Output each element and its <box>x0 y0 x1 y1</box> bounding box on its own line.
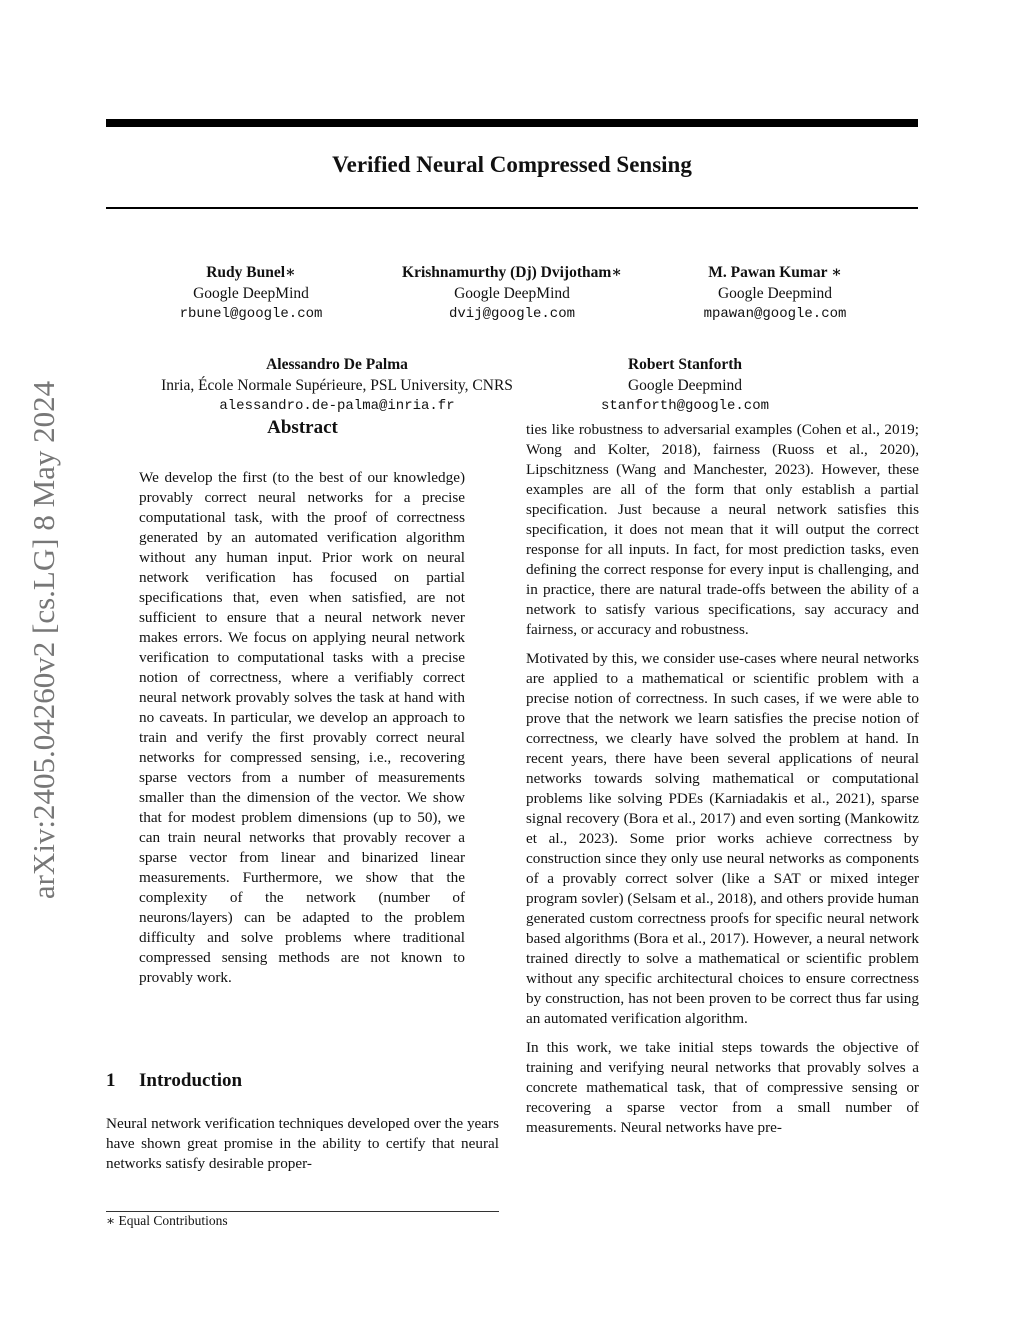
paragraph: In this work, we take initial steps towards the objective of training and verifying neural networks that provably solves a concrete mathematical task, that of compressive sensing or recovering a sparse vector from a small number of measurements. Neural networks have pre- <box>526 1039 919 1136</box>
paper-title: Verified Neural Compressed Sensing <box>332 152 692 177</box>
author-email: mpawan@google.com <box>703 306 847 322</box>
title-rule-top <box>106 119 918 127</box>
section-number: 1 <box>106 1070 116 1091</box>
arxiv-identifier: arXiv:2405.04260v2 [cs.LG] 8 May 2024 <box>26 380 61 900</box>
introduction-text: Neural network verification techniques developed over the years have shown great promise in the ability to certify that neural networks satisfy desirable proper- <box>106 1115 499 1172</box>
author-name: Alessandro De Palma <box>266 356 408 373</box>
section-heading <box>106 1070 242 1092</box>
author-affiliation: Google DeepMind <box>454 285 570 302</box>
author-block <box>362 262 662 325</box>
author-affiliation: Google DeepMind <box>193 285 309 302</box>
right-column <box>526 420 919 1147</box>
author-block <box>176 262 326 325</box>
author-affiliation: Google Deepmind <box>627 377 743 394</box>
author-email: rbunel@google.com <box>179 306 323 322</box>
author-name: Rudy Bunel∗ <box>206 264 296 281</box>
abstract-heading: Abstract <box>267 417 338 438</box>
paragraph: ties like robustness to adversarial examples (Cohen et al., 2019; Wong and Kolter, 2018), fairness (Ruoss et al., 2020), Lipschitzness (Wang and Manchester, 2023). However, these examples are all of the form that only establish a partial specification. Just because a neural network satisfies this specification, it does not mean that it will output the correct response for all inputs. In fact, for most prediction tasks, even defining the correct response for every input is challenging, and in practice, there are natural trade-offs between the ability of a network to satisfy various specifications, say accuracy and fairness, or accuracy and robustness. <box>526 421 919 638</box>
author-block <box>590 354 780 417</box>
author-affiliation: Google Deepmind <box>717 285 833 302</box>
title-rule-bottom <box>106 207 918 209</box>
footnote: ∗ Equal Contributions <box>106 1213 228 1228</box>
author-email: alessandro.de-palma@inria.fr <box>219 398 455 414</box>
author-email: stanforth@google.com <box>600 398 770 414</box>
section-title: Introduction <box>139 1070 243 1091</box>
abstract-text: We develop the first (to the best of our knowledge) provably correct neural networks for a precise computational task, with the proof of correctness generated by an automated verification algorithm without any human input. Prior work on neural network verification has focused on partial specifications that, even when satisfied, are not sufficient to ensure that a neural network never makes errors. We focus on applying neural network verification to computational tasks with a precise notion of correctness, where a verifiably correct neural network provably solves the task at hand with no caveats. In particular, we develop an approach to train and verify the first provably correct neural networks for compressed sensing, i.e., recovering sparse vectors from a number of measurements smaller than the dimension of the vector. We show that for modest problem dimensions (up to 50), we can train neural networks that provably recover a sparse vector from linear and binarized linear measurements. Furthermore, we show that the complexity of the network (number of neurons/layers) can be adapted to the problem difficulty and solve problems where traditional compressed sensing methods are not known to provably work. <box>139 469 465 986</box>
author-email: dvij@google.com <box>448 306 576 322</box>
author-block <box>685 262 865 325</box>
author-block <box>122 354 552 417</box>
author-name: Robert Stanforth <box>627 356 743 373</box>
author-name: Krishnamurthy (Dj) Dvijotham∗ <box>402 264 622 281</box>
paragraph: Motivated by this, we consider use-cases where neural networks are applied to a mathematical or scientific problem with a precise notion of correctness. In such cases, if we were able to prove that the network we learn satisfies the precise notion of correctness, we clearly have solved the problem at hand. In recent years, there have been several applications of neural networks towards solving mathematical or computational problems like solving PDEs (Karniadakis et al., 2021), sparse signal recovery (Bora et al., 2017) and even sorting (Mankowitz et al., 2023). Some prior works achieve correctness by construction since they only use neural networks as components of a provably correct solver (like a SAT or mixed integer program sovler) (Selsam et al., 2018), and others provide human generated custom correctness proofs for specific neural network based algorithms (Bora et al., 2017). However, a neural network trained directly to solve a mathematical or scientific problem without any specific architectural choices to ensure correctness by construction, has not been proven to be correct thus far using an automated verification algorithm. <box>526 650 919 1027</box>
author-affiliation: Inria, École Normale Supérieure, PSL University, CNRS <box>161 377 513 394</box>
author-name: M. Pawan Kumar ∗ <box>708 264 842 281</box>
